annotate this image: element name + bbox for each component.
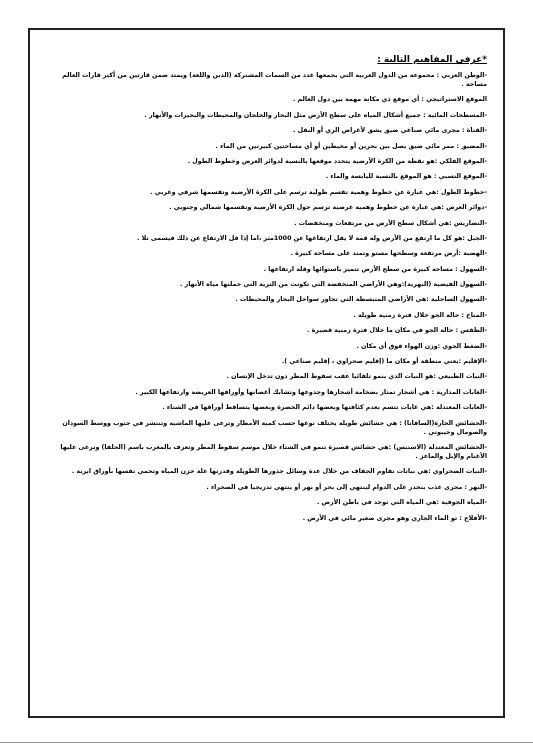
definition-item: -المناخ : حالة الجو خلال فترة زمنية طويلة .: [353, 311, 487, 319]
definition-item: -القناة : مجرى مائي صناعي ضيق يشق لأغراض الري أو النقل .: [292, 127, 487, 135]
definition-item: -الأفلاج : تو الماء الجاري وهو مجرى صغير مائي في الأرض .: [302, 514, 487, 522]
definition-item: -الوطن العربي : مجموعة من الدول العربية التي يجمعها عدد من السمات المشتركة (الدين واللغة) ويمتد ضمن قارتين من أكبر قارات العالم مساحة .: [62, 72, 487, 88]
definitions-list: [46, 71, 487, 523]
definition-item: -المضيق : ممر مائي ضيق يصل بين بحرين أو محيطين أو أي مساحتين كبيرتين من الماء .: [215, 142, 487, 150]
definition-item: -النبات الصحراوي :هي نباتات تقاوم الجفاف من خلال عدة وسائل جذورها الطويلة وقدرتها علة خزن المياه وتحمي نفسها بأوراق ابرية .: [71, 468, 487, 476]
definition-item: -السهول : مساحة كبيرة من سطح الأرض تتميز باستوائها وقلة ارتفاعها .: [263, 265, 487, 273]
definition-item: -المسطحات المائية : جميع أشكال المياه على سطح الأرض مثل البحار والخلجان والمحيطات والبحيرات والأنهار .: [144, 111, 487, 119]
definition-item: -الضغط الجوي :وزن الهواء فوق أي مكان .: [356, 342, 487, 350]
worksheet-content: [46, 54, 487, 529]
definition-item: -السهول الفيضية (النهرية):وهي الأراضي المنخفضة التي تكونت من التربة التي حملتها مياه الأنهار .: [179, 281, 487, 289]
definition-item: -الجبل :هو كل ما ارتفع من الأرض وله قمة لا يقل ارتفاعها عن 1000متر ،اما إذا قل الارتفاع عن ذلك فيسمى تلا .: [137, 234, 487, 242]
definition-item: -الحشائش المعتدلة (الاستبس) :هي حشائش قصيرة تنمو في الشتاء خلال موسم سقوط المطر وتعرف بالمغرب باسم (الحلفا) وترعى عليها الأغنام والإبل والماعز .: [60, 443, 487, 460]
worksheet-heading: *عرفي المفاهيم التالية :: [377, 55, 487, 65]
definition-item: -دوائر العرض :هي عبارة عن خطوط وهمية عرضية ترسم حول الكرة الأرضية وتقسمها شمالي وجنوبي .: [169, 204, 487, 212]
definition-item: -الغابات المدارية : هي أشجار تمتاز بضخامة أشجارها وجذوعها وتشابك أغصانها وأوراقها العريضة وارتفاعها الكبير .: [135, 388, 487, 396]
definition-item: -الموقع النسبي : هو الموقع بالنسبة لليابسة والماء .: [325, 173, 487, 181]
definition-item: -خطوط الطول :هي عبارة عن خطوط وهمية تقسم طولية ترسم على الكرة الأرضية وتقسمها شرقي وغربي .: [150, 188, 487, 196]
definition-item: -الهضبة :أرض مرتفعة وسطحها مستو وتمتد على مساحة كبيرة .: [290, 250, 487, 258]
definition-item: -السهول الساحلية :هي الأراضي المنبسطة التي تجاور سواحل البحار والمحيطات .: [235, 296, 487, 304]
definition-item: -النهر : مجرى عذب ينحدر على الدوام لينتهي إلى بحر أو نهر أو ينتهي تدريجيا في الصحراء .: [206, 483, 487, 491]
definition-item: -التضاريس :هي أشكال سطح الأرض من مرتفعات ومنخفضات .: [294, 219, 487, 227]
definition-item: -الإقليم :يعني منطقة أو مكان ما (إقليم صحراوي ، إقليم صناعي ).: [281, 358, 487, 366]
definition-item: الموقع الاستراتيجي : أي موقع ذي مكانة مهمة بين دول العالم .: [292, 96, 487, 104]
definition-item: -النبات الطبيعي :هو النبات الذي ينمو تلقائيا عقب سقوط المطر دون تدخل الإنسان .: [226, 373, 487, 381]
definition-item: -الغابات المعتدلة :هي غابات تتسم بعدم كثافتها وبعضها دائم الخضرة وبعضها يتساقط أوراقها في الشتاء .: [162, 404, 487, 412]
definition-item: -المياه الجوفية :هي المياه التي توجد في باطن الأرض .: [316, 499, 487, 507]
definition-item: -الحشائش الحارة(السافانا) : هي حشائش طويلة يختلف نوعها حسب كمية الأمطار وترعى عليها الماشية وتنتشر في جنوب ووسط السودان والصومال وجيبوتي .: [62, 419, 487, 436]
definition-item: -الموقع الفلكي :هو نقطة من الكرة الأرضية يتحدد موقعها بالنسبة لدوائر العرض وخطوط الطول .: [187, 157, 487, 165]
page-bottom-divider: [0, 742, 533, 743]
definition-item: -الطقس : حالة الجو في مكان ما خلال فترة زمنية قصيرة .: [306, 327, 487, 335]
